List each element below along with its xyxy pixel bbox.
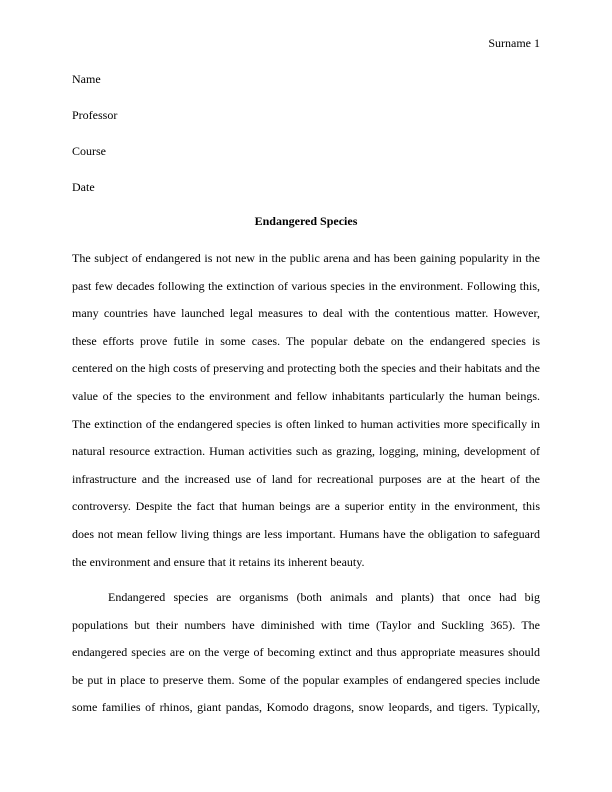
running-head: Surname 1 [488,36,540,50]
paragraph-line: these efforts prove futile in some cases. The popular debate on the endangered species is [72,333,540,348]
paragraph-line: The extinction of the endangered species is often linked to human activities more specifically in [72,416,540,431]
course-name: Course [72,144,106,158]
paragraph-line: many countries have launched legal measures to deal with the contentious matter. However, [72,306,540,321]
paragraph-line: Endangered species are organisms (both animals and plants) that once had big [108,590,540,604]
paragraph-line: natural resource extraction. Human activities such as grazing, logging, mining, development of [72,444,540,459]
paragraph-line: infrastructure and the increased use of land for recreational purposes are at the heart of the [72,471,540,486]
paragraph-2 [72,590,540,728]
paragraph-line: value of the species to the environment and fellow inhabitants particularly the human beings. [72,388,540,403]
paragraph-line: does not mean fellow living things are less important. Humans have the obligation to safeguard [72,526,540,541]
date: Date [72,180,95,194]
paragraph-line: centered on the high costs of preserving and protecting both the species and their habitats and the [72,361,540,376]
paragraph-line: endangered species are on the verge of becoming extinct and thus appropriate measures should [72,645,540,660]
paragraph-line: controversy. Despite the fact that human beings are a superior entity in the environment, this [72,499,540,514]
paragraph-line: the environment and ensure that it retains its inherent beauty. [72,554,365,569]
paragraph-line: be put in place to preserve them. Some of the popular examples of endangered species include [72,672,540,687]
paragraph-line: The subject of endangered is not new in the public arena and has been gaining popularity in the [72,251,540,265]
paragraph-line: past few decades following the extinction of various species in the environment. Following this, [72,278,540,293]
professor-name: Professor [72,108,118,122]
document-title: Endangered Species [254,214,358,228]
paragraph-1 [72,251,540,582]
student-name: Name [72,72,101,86]
paragraph-line: populations but their numbers have diminished with time (Taylor and Suckling 365). The [72,617,540,632]
paragraph-line: some families of rhinos, giant pandas, Komodo dragons, snow leopards, and tigers. Typically, [72,700,540,715]
